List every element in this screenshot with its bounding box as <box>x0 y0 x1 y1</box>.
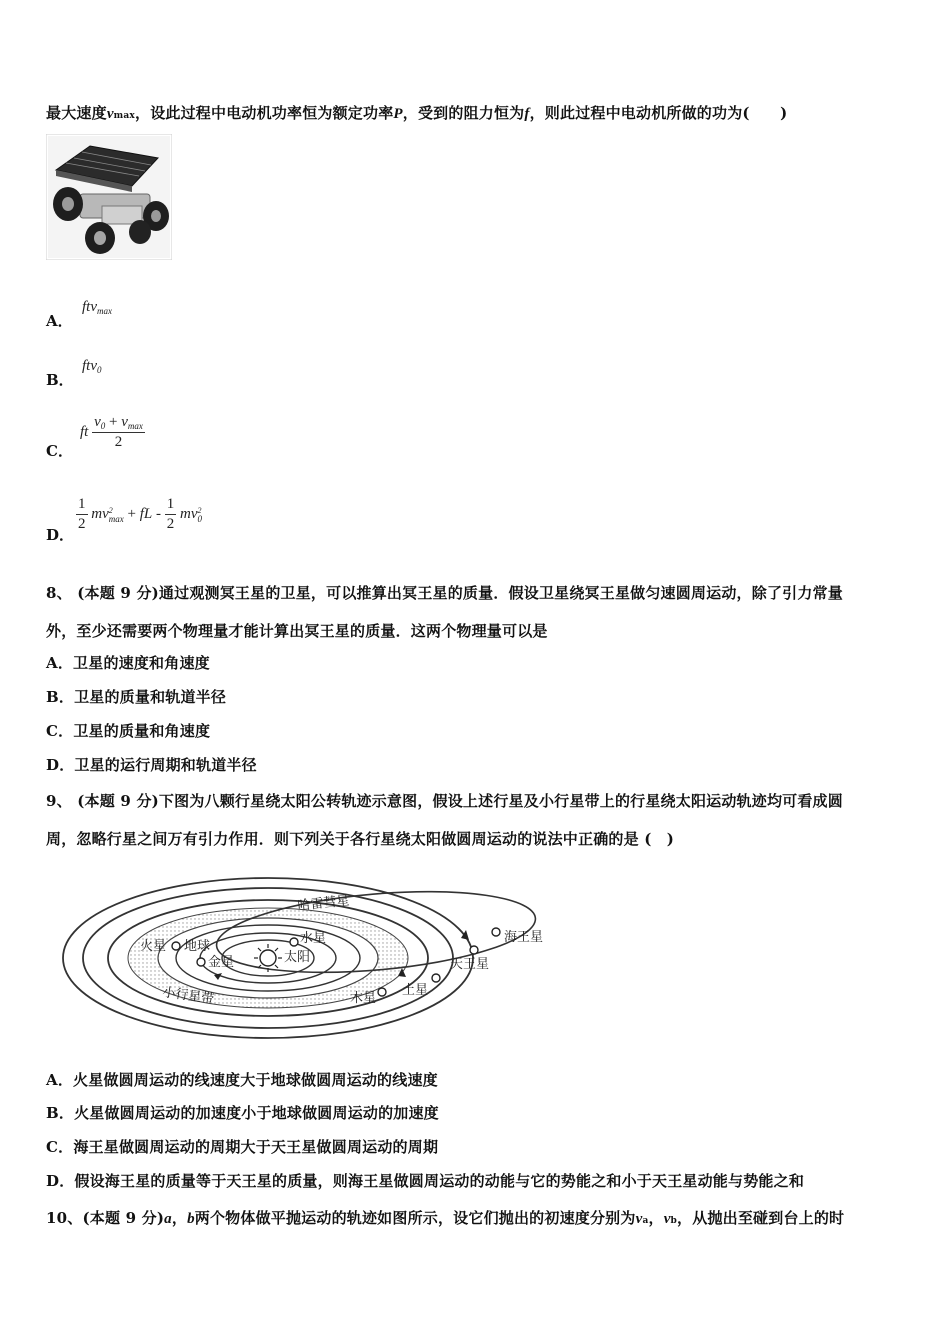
q9-option-a[interactable]: A．火星做圆周运动的线速度大于地球做圆周运动的线速度 <box>46 1071 438 1089</box>
q8-option-d[interactable]: D．卫星的运行周期和轨道半径 <box>46 756 257 774</box>
solar-car-image <box>46 134 172 260</box>
label-saturn: 土星 <box>402 983 429 998</box>
q8-option-b[interactable]: B．卫星的质量和轨道半径 <box>46 688 227 706</box>
q7-option-b-formula: ftv$_0$ <box>82 358 102 375</box>
neptune-dot <box>492 928 500 936</box>
label-neptune: 海王星 <box>504 930 544 945</box>
label-earth: 地球 <box>184 939 211 954</box>
label-venus: 金星 <box>208 955 235 970</box>
label-uranus: 天王星 <box>450 957 490 972</box>
q7-option-b[interactable]: B． <box>46 371 74 389</box>
label-asteroid-belt: 小行星带 <box>161 985 216 1008</box>
q7-option-c[interactable]: C． <box>46 442 73 460</box>
label-jupiter: 木星 <box>350 991 377 1006</box>
label-mercury: 水星 <box>300 931 327 946</box>
saturn-dot <box>432 974 440 982</box>
q7-option-d-formula: $\frac{1}{2}$ mv 2 max + fL - $\frac{1}{2}$ mv 2 0 <box>78 496 202 532</box>
q9-option-b[interactable]: B．火星做圆周运动的加速度小于地球做圆周运动的加速度 <box>46 1104 439 1122</box>
q9-stem-line-2: 周，忽略行星之间万有引力作用．则下列关于各行星绕太阳做圆周运动的说法中正确的是 ( ) <box>46 830 675 848</box>
label-halley: 哈雷彗星 <box>296 893 351 914</box>
q10-stem: 10、(本题 9 分)a，b两个物体做平抛运动的轨迹如图所示，设它们抛出的初速度分别为va，vb，从抛出至碰到台上的时 <box>46 1209 845 1227</box>
q8-option-c[interactable]: C．卫星的质量和角速度 <box>46 722 211 740</box>
earth-dot <box>172 942 180 950</box>
q9-option-d[interactable]: D．假设海王星的质量等于天王星的质量，则海王星做圆周运动的动能与它的势能之和小于天王星动能与势能之和 <box>46 1172 805 1190</box>
q7-option-a-formula: ftv$_{max}$ <box>82 299 112 316</box>
label-sun: 太阳 <box>284 950 311 965</box>
label-mars: 火星 <box>140 939 167 954</box>
q7-option-a[interactable]: A． <box>46 312 73 330</box>
q8-stem-line-1: 8、 (本题 9 分)通过观测冥王星的卫星，可以推算出冥王星的质量．假设卫星绕冥王星做匀速圆周运动，除了引力常量 <box>46 584 843 602</box>
q8-stem-line-2: 外，至少还需要两个物理量才能计算出冥王星的质量．这两个物理量可以是 <box>46 622 548 640</box>
q7-option-d[interactable]: D． <box>46 526 75 544</box>
q7-option-c-fraction: $\frac{v_0 + v_{max}}{2}$ <box>94 414 143 450</box>
q7-option-c-formula: ft $\frac{v_0 + v_{max}}{2}$ <box>80 414 143 450</box>
q9-option-c[interactable]: C．海王星做圆周运动的周期大于天王星做圆周运动的周期 <box>46 1138 439 1156</box>
planet-orbit-diagram <box>46 858 586 1052</box>
venus-dot <box>197 958 205 966</box>
mercury-dot <box>290 938 298 946</box>
q7-stem: 最大速度vmax，设此过程中电动机功率恒为额定功率P，受到的阻力恒为f，则此过程中电动机所做的功为( ) <box>46 104 788 122</box>
q9-stem-line-1: 9、 (本题 9 分)下图为八颗行星绕太阳公转轨迹示意图，假设上述行星及小行星带上的行星绕太阳运动轨迹均可看成圆 <box>46 792 843 810</box>
q8-option-a[interactable]: A．卫星的速度和角速度 <box>46 654 210 672</box>
uranus-dot <box>470 946 478 954</box>
jupiter-dot <box>378 988 386 996</box>
